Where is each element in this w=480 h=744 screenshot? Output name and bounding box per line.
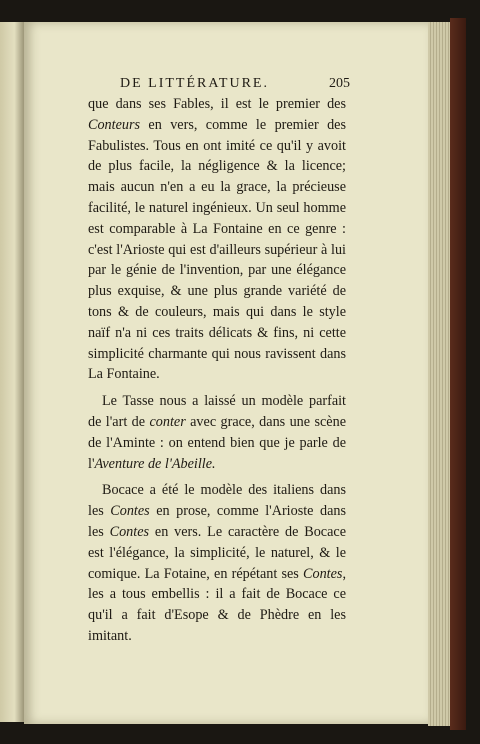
italic-run: Contes	[109, 523, 150, 540]
italic-run: Conteurs	[88, 116, 141, 133]
book-cover-edge	[450, 18, 466, 730]
running-header	[88, 74, 350, 96]
paragraph-1	[88, 94, 346, 385]
paragraph-3	[88, 480, 346, 646]
italic-run: conter	[149, 413, 186, 430]
page-stack-edges	[428, 22, 450, 726]
italic-run: Aventure de l'Abeille.	[94, 455, 216, 472]
text-run: Bocace a été le modèle des italiens dans les	[88, 482, 346, 520]
italic-run: Contes	[303, 565, 343, 582]
italic-run: Contes	[110, 503, 150, 520]
text-run: avec grace, dans une scène de l'Aminte : on entend bien que je parle de l'	[88, 413, 346, 472]
paragraph-2	[88, 391, 346, 474]
text-run: en vers. Le caractère de Bocace est l'élégance, la simplicité, le naturel, & le comique. La Fotaine, en répétant ses	[88, 523, 346, 582]
text-run: Le Tasse nous a laissé un modèle parfait de l'art de	[88, 393, 346, 430]
book-spine-page-edge	[0, 22, 24, 722]
page-content	[88, 74, 350, 653]
text-run: en vers, comme le premier des Fabulistes. Tous en ont imité ce qu'il y avoit de plus facile, la négligence & la licence; mais aucun n'en a eu la grace, la précieuse facilité, le naturel ingénieux. Un seul homme est comparable à La Fontaine en ce genre : c'est l'Arioste qui est d'ailleurs supérieur à lui par le génie de l'invention, par une élégance plus exquise, & une plus grande variété de tons & de couleurs, mais qui dans le style naïf n'a ni ces traits délicats & fins, ni cette simplicité charmante qui nous ravissent dans La Fontaine.	[88, 116, 346, 383]
text-run: en prose, comme l'Arioste dans les	[88, 503, 346, 540]
page-number: 205	[329, 76, 350, 91]
text-run: que dans ses Fables, il est le premier des	[88, 96, 346, 112]
running-title: DE LITTÉRATURE.	[120, 76, 269, 91]
text-run: , les a tous embellis : il a fait de Bocace ce qu'il a fait d'Esope & de Phèdre en les imitant.	[88, 565, 346, 644]
